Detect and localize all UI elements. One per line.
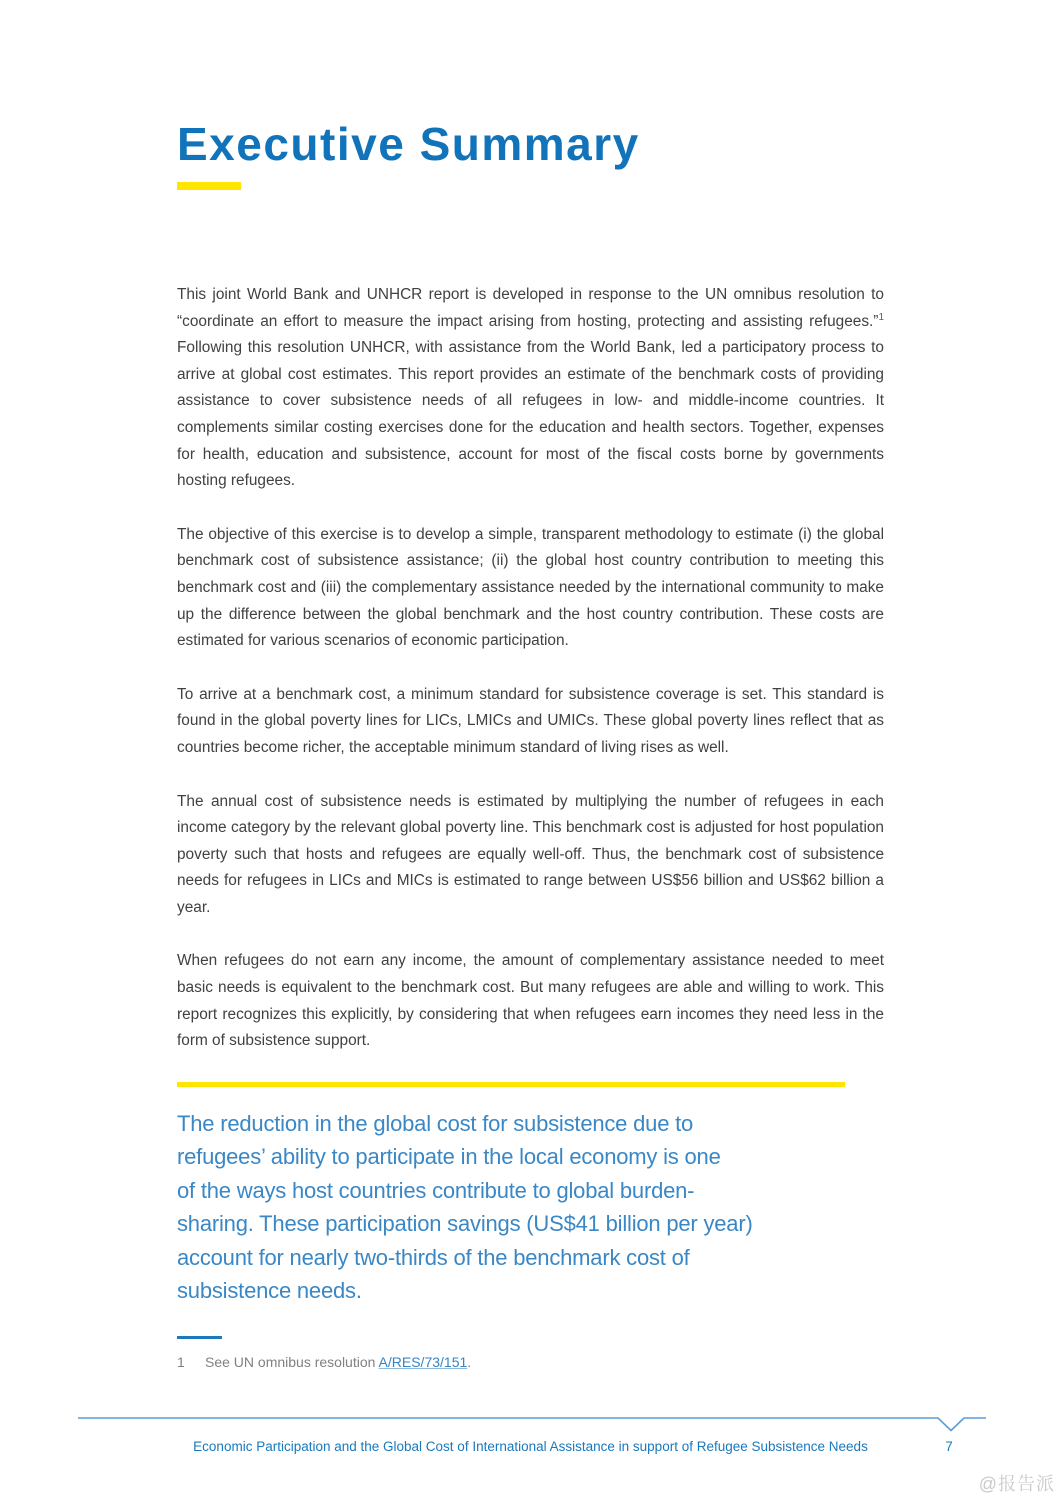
paragraph-2: The objective of this exercise is to develop a simple, transparent methodology to estimate (i) the global benchmark cost of subsistence assistance; (ii) the global host country contribution to meeting this benchmark cost and (iii) the complementary assistance needed by the international community to make up the difference between the global benchmark and the host country contribution. These costs are estimated for various scenarios of economic participation.: [177, 525, 884, 650]
pull-quote-line: The reduction in the global cost for subsistence due to: [177, 1110, 694, 1136]
pull-quote-line: refugees’ ability to participate in the local economy is one: [177, 1144, 721, 1170]
page-number: 7: [945, 1439, 953, 1454]
paragraph-1-text-continued: Following this resolution UNHCR, with assistance from the World Bank, led a participatory process to arrive at global cost estimates. This report provides an estimate of the benchmark costs of providing assistance to cover subsistence needs of all refugees in low- and middle-income countries. It complements similar costing exercises done for the education and health sectors. Together, expenses for health, education and subsistence, account for most of the fiscal costs borne by governments hosting refugees.: [177, 339, 884, 490]
pull-quote-line: sharing. These participation savings (US$41 billion per year): [177, 1211, 753, 1237]
paragraph-5: When refugees do not earn any income, the amount of complementary assistance needed to meet basic needs is equivalent to the benchmark cost. But many refugees are able and willing to work. This report recognizes this explicitly, by considering that when refugees earn incomes they need less in the form of subsistence support.: [177, 952, 884, 1050]
page-title: Executive Summary: [177, 118, 640, 170]
chevron-down-icon: [78, 1418, 986, 1431]
footnote-reference-1[interactable]: 1: [878, 311, 884, 323]
watermark-text: @报告派: [978, 1474, 1055, 1494]
title-underline-accent: [177, 182, 241, 190]
paragraph-3: To arrive at a benchmark cost, a minimum standard for subsistence coverage is set. This standard is found in the global poverty lines for LICs, LMICs and UMICs. These global poverty lines reflect that as countries become richer, the acceptable minimum standard of living rises as well.: [177, 685, 884, 756]
paragraph-4: The annual cost of subsistence needs is estimated by multiplying the number of refugees in each income category by the relevant global poverty line. This benchmark cost is adjusted for host population poverty such that hosts and refugees are equally well-off. Thus, the benchmark cost of subsistence needs for refugees in LICs and MICs is estimated to range between US$56 billion and US$62 billion a year.: [177, 792, 884, 916]
content-column: [177, 0, 884, 1371]
footnote-number: 1: [177, 1353, 185, 1370]
pull-quote-line: of the ways host countries contribute to global burden-: [177, 1177, 695, 1203]
pull-quote: [177, 1107, 884, 1308]
footer-rule-with-chevron: [0, 1406, 1061, 1436]
footnote-divider-rule: [177, 1336, 222, 1339]
footnote-text: [205, 1353, 471, 1371]
paragraph-1-text: This joint World Bank and UNHCR report is developed in response to the UN omnibus resolution to “coordinate an effort to measure the impact arising from hosting, protecting and assisting refugees.”: [177, 286, 884, 330]
paragraph-1: [177, 282, 884, 495]
footnote-text-before-link: See UN omnibus resolution: [205, 1353, 379, 1370]
footnote-1: [177, 1353, 884, 1371]
footnote-text-after-link: .: [467, 1353, 472, 1370]
pull-quote-line: subsistence needs.: [177, 1278, 362, 1304]
footer-report-title: Economic Participation and the Global Cost of International Assistance in support of Refugee Subsistence Needs: [193, 1439, 868, 1454]
pull-quote-line: account for nearly two-thirds of the benchmark cost of: [177, 1244, 690, 1270]
footnote-resolution-link[interactable]: A/RES/73/151: [378, 1353, 468, 1370]
pull-quote-top-rule: [177, 1082, 845, 1087]
